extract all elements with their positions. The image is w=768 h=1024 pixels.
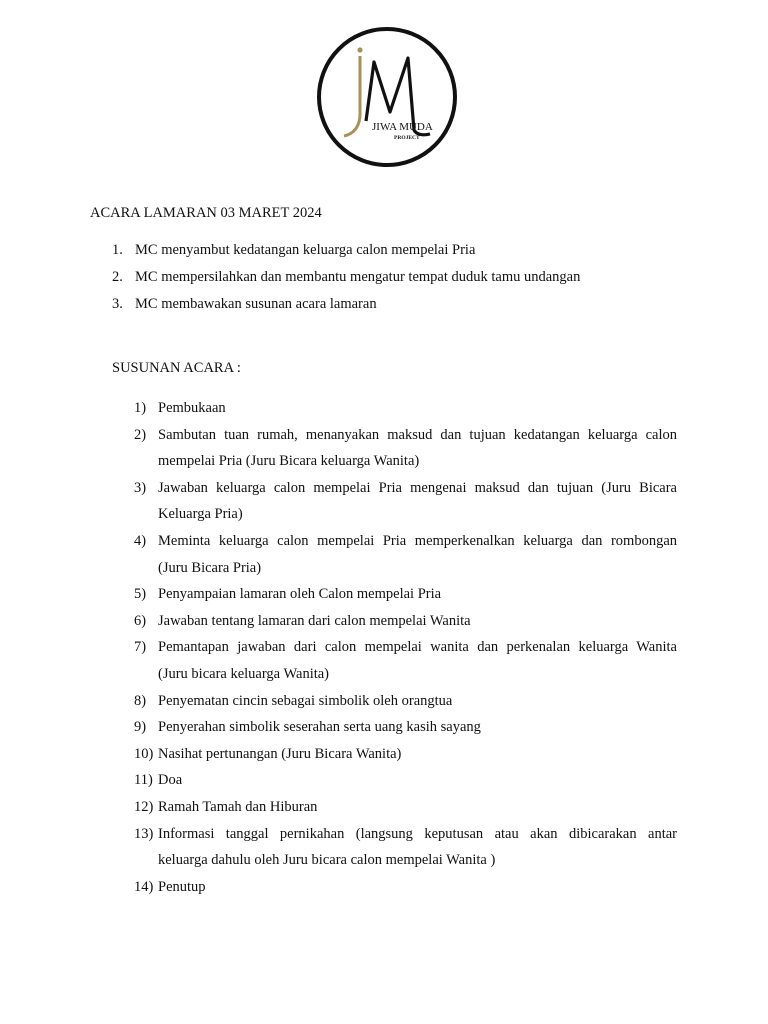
agenda-text: Penyampaian lamaran oleh Calon mempelai Pria bbox=[158, 586, 442, 603]
agenda-number: 14) bbox=[134, 878, 154, 895]
agenda-number: 12) bbox=[134, 798, 154, 815]
agenda-number: 6) bbox=[134, 612, 147, 629]
agenda-text-continued: Keluarga Pria) bbox=[158, 506, 243, 523]
agenda-item bbox=[134, 821, 677, 874]
logo-sub-text: PROJECT bbox=[394, 135, 420, 141]
logo-emblem bbox=[316, 26, 458, 168]
agenda-item bbox=[134, 475, 677, 528]
agenda-number: 11) bbox=[134, 772, 153, 789]
agenda-number: 7) bbox=[134, 639, 147, 656]
agenda-item bbox=[134, 874, 677, 901]
logo-brand-text: JIWA MUDA bbox=[372, 121, 433, 133]
agenda-number: 9) bbox=[134, 719, 147, 736]
list-number: 2. bbox=[112, 269, 123, 285]
agenda-text: Nasihat pertunangan (Juru Bicara Wanita) bbox=[158, 745, 402, 762]
agenda-item bbox=[134, 608, 677, 635]
agenda-item bbox=[134, 422, 677, 475]
jiwa-muda-logo bbox=[316, 26, 458, 168]
list-text: MC menyambut kedatangan keluarga calon mempelai Pria bbox=[135, 242, 476, 258]
agenda-item bbox=[134, 767, 677, 794]
agenda-text: Pembukaan bbox=[158, 400, 226, 416]
agenda-number: 1) bbox=[134, 400, 147, 416]
section-title: SUSUNAN ACARA : bbox=[112, 360, 241, 376]
agenda-text: Jawaban keluarga calon mempelai Pria mengenai maksud dan tujuan (Juru Bicara bbox=[158, 479, 677, 496]
agenda-item bbox=[134, 395, 677, 422]
agenda-text-continued: mempelai Pria (Juru Bicara keluarga Wanita) bbox=[158, 453, 420, 470]
agenda-number: 8) bbox=[134, 692, 147, 709]
agenda-list bbox=[134, 395, 677, 900]
list-item bbox=[112, 267, 692, 294]
list-number: 1. bbox=[112, 242, 123, 258]
agenda-text: Penutup bbox=[158, 878, 206, 895]
agenda-text: Penyerahan simbolik seserahan serta uang kasih sayang bbox=[158, 719, 481, 736]
agenda-item bbox=[134, 714, 677, 741]
list-item bbox=[112, 240, 692, 267]
agenda-item bbox=[134, 794, 677, 821]
agenda-text: Informasi tanggal pernikahan (langsung keputusan atau akan dibicarakan antar bbox=[158, 825, 677, 842]
list-text: MC membawakan susunan acara lamaran bbox=[135, 296, 377, 312]
agenda-text: Pemantapan jawaban dari calon mempelai wanita dan perkenalan keluarga Wanita bbox=[158, 639, 677, 656]
agenda-text: Ramah Tamah dan Hiburan bbox=[158, 798, 318, 815]
agenda-number: 10) bbox=[134, 745, 154, 762]
agenda-text-continued: (Juru bicara keluarga Wanita) bbox=[158, 665, 330, 682]
agenda-number: 13) bbox=[134, 825, 154, 842]
list-number: 3. bbox=[112, 296, 123, 312]
agenda-item bbox=[134, 634, 677, 687]
document-title: ACARA LAMARAN 03 MARET 2024 bbox=[90, 205, 322, 221]
agenda-number: 4) bbox=[134, 532, 147, 549]
intro-list bbox=[112, 240, 692, 321]
agenda-text: Sambutan tuan rumah, menanyakan maksud dan tujuan kedatangan keluarga calon bbox=[158, 426, 677, 443]
agenda-item bbox=[134, 741, 677, 768]
list-text: MC mempersilahkan dan membantu mengatur tempat duduk tamu undangan bbox=[135, 269, 581, 285]
agenda-number: 3) bbox=[134, 479, 147, 496]
agenda-text-continued: (Juru Bicara Pria) bbox=[158, 559, 262, 576]
agenda-item bbox=[134, 581, 677, 608]
agenda-item bbox=[134, 688, 677, 715]
agenda-text: Jawaban tentang lamaran dari calon mempelai Wanita bbox=[158, 612, 471, 629]
list-item bbox=[112, 294, 692, 321]
agenda-number: 5) bbox=[134, 586, 147, 603]
agenda-text-continued: keluarga dahulu oleh Juru bicara calon mempelai Wanita ) bbox=[158, 852, 496, 869]
agenda-text: Penyematan cincin sebagai simbolik oleh orangtua bbox=[158, 692, 453, 709]
agenda-item bbox=[134, 528, 677, 581]
agenda-text: Doa bbox=[158, 772, 183, 789]
agenda-text: Meminta keluarga calon mempelai Pria memperkenalkan keluarga dan rombongan bbox=[158, 532, 677, 549]
agenda-number: 2) bbox=[134, 426, 147, 443]
